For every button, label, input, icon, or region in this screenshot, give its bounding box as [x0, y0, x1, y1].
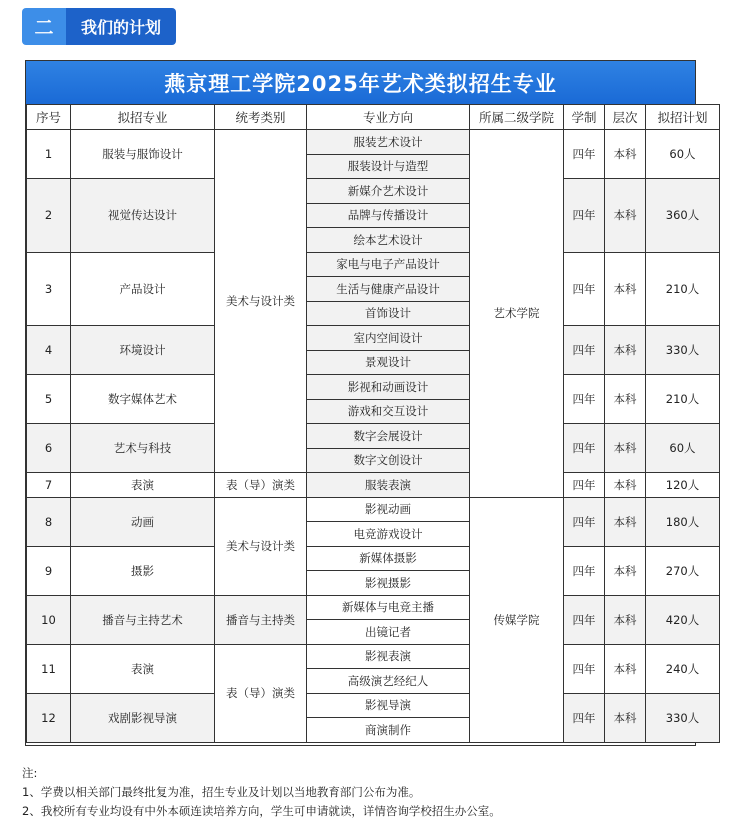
table-row [27, 179, 720, 204]
cell-plan: 210人 [646, 252, 720, 326]
cell-no: 11 [27, 644, 71, 693]
cell-no: 6 [27, 424, 71, 473]
cell-direction: 品牌与传播设计 [307, 203, 470, 228]
cell-plan: 120人 [646, 473, 720, 498]
cell-years: 四年 [564, 497, 605, 546]
cell-direction: 影视表演 [307, 644, 470, 669]
cell-direction: 电竞游戏设计 [307, 522, 470, 547]
cell-no: 8 [27, 497, 71, 546]
cell-major: 视觉传达设计 [71, 179, 215, 253]
cell-years: 四年 [564, 252, 605, 326]
section-title: 我们的计划 [66, 8, 176, 45]
cell-level: 本科 [605, 375, 646, 424]
cell-direction: 新媒介艺术设计 [307, 179, 470, 204]
table-row [27, 595, 720, 620]
cell-no: 12 [27, 693, 71, 742]
cell-direction: 服装艺术设计 [307, 130, 470, 155]
cell-college: 传媒学院 [470, 497, 564, 742]
cell-major: 表演 [71, 644, 215, 693]
cell-direction: 商演制作 [307, 718, 470, 743]
header-no: 序号 [27, 105, 71, 130]
cell-direction: 新媒体与电竞主播 [307, 595, 470, 620]
cell-years: 四年 [564, 326, 605, 375]
cell-level: 本科 [605, 326, 646, 375]
cell-no: 5 [27, 375, 71, 424]
cell-years: 四年 [564, 473, 605, 498]
cell-major: 数字媒体艺术 [71, 375, 215, 424]
table-row [27, 130, 720, 155]
table-row [27, 375, 720, 400]
header-years: 学制 [564, 105, 605, 130]
cell-level: 本科 [605, 497, 646, 546]
cell-plan: 420人 [646, 595, 720, 644]
cell-category: 表（导）演类 [215, 644, 307, 742]
cell-no: 2 [27, 179, 71, 253]
cell-plan: 270人 [646, 546, 720, 595]
note-item: 2、我校所有专业均设有中外本硕连读培养方向，学生可申请就读，详情咨询学校招生办公室。 [22, 804, 501, 818]
cell-years: 四年 [564, 375, 605, 424]
cell-years: 四年 [564, 595, 605, 644]
table-title: 燕京理工学院2025年艺术类拟招生专业 [26, 61, 695, 104]
cell-level: 本科 [605, 130, 646, 179]
cell-plan: 240人 [646, 644, 720, 693]
cell-direction: 影视和动画设计 [307, 375, 470, 400]
cell-no: 9 [27, 546, 71, 595]
cell-college: 艺术学院 [470, 130, 564, 498]
cell-major: 戏剧影视导演 [71, 693, 215, 742]
cell-years: 四年 [564, 424, 605, 473]
cell-direction: 影视导演 [307, 693, 470, 718]
cell-level: 本科 [605, 179, 646, 253]
notes-label: 注: [22, 766, 38, 780]
cell-category: 美术与设计类 [215, 130, 307, 473]
header-category: 统考类别 [215, 105, 307, 130]
table-header-row [27, 105, 720, 130]
cell-major: 艺术与科技 [71, 424, 215, 473]
cell-years: 四年 [564, 130, 605, 179]
cell-plan: 180人 [646, 497, 720, 546]
cell-direction: 游戏和交互设计 [307, 399, 470, 424]
cell-level: 本科 [605, 473, 646, 498]
table-row [27, 497, 720, 522]
cell-direction: 生活与健康产品设计 [307, 277, 470, 302]
cell-category: 美术与设计类 [215, 497, 307, 595]
cell-level: 本科 [605, 644, 646, 693]
cell-level: 本科 [605, 595, 646, 644]
cell-plan: 210人 [646, 375, 720, 424]
table-row [27, 644, 720, 669]
cell-no: 3 [27, 252, 71, 326]
cell-direction: 绘本艺术设计 [307, 228, 470, 253]
cell-major: 摄影 [71, 546, 215, 595]
cell-direction: 影视摄影 [307, 571, 470, 596]
header-level: 层次 [605, 105, 646, 130]
cell-major: 动画 [71, 497, 215, 546]
cell-major: 表演 [71, 473, 215, 498]
header-major: 拟招专业 [71, 105, 215, 130]
cell-years: 四年 [564, 693, 605, 742]
cell-category: 播音与主持类 [215, 595, 307, 644]
cell-direction: 高级演艺经纪人 [307, 669, 470, 694]
cell-years: 四年 [564, 644, 605, 693]
cell-category: 表（导）演类 [215, 473, 307, 498]
enrollment-table [26, 104, 720, 743]
cell-plan: 60人 [646, 424, 720, 473]
cell-no: 4 [27, 326, 71, 375]
cell-major: 产品设计 [71, 252, 215, 326]
cell-direction: 室内空间设计 [307, 326, 470, 351]
enrollment-table-container [25, 60, 708, 746]
cell-no: 10 [27, 595, 71, 644]
cell-major: 播音与主持艺术 [71, 595, 215, 644]
cell-direction: 新媒体摄影 [307, 546, 470, 571]
cell-years: 四年 [564, 179, 605, 253]
cell-direction: 出镜记者 [307, 620, 470, 645]
header-college: 所属二级学院 [470, 105, 564, 130]
table-row [27, 473, 720, 498]
cell-direction: 服装表演 [307, 473, 470, 498]
cell-no: 1 [27, 130, 71, 179]
cell-level: 本科 [605, 424, 646, 473]
cell-no: 7 [27, 473, 71, 498]
cell-level: 本科 [605, 252, 646, 326]
notes [22, 764, 501, 821]
cell-level: 本科 [605, 546, 646, 595]
table-row [27, 424, 720, 449]
note-item: 1、学费以相关部门最终批复为准，招生专业及计划以当地教育部门公布为准。 [22, 785, 421, 799]
cell-major: 服装与服饰设计 [71, 130, 215, 179]
table-row [27, 326, 720, 351]
cell-direction: 数字会展设计 [307, 424, 470, 449]
cell-major: 环境设计 [71, 326, 215, 375]
table-row [27, 693, 720, 718]
cell-direction: 影视动画 [307, 497, 470, 522]
cell-years: 四年 [564, 546, 605, 595]
cell-direction: 数字文创设计 [307, 448, 470, 473]
cell-plan: 330人 [646, 326, 720, 375]
table-row [27, 546, 720, 571]
cell-plan: 330人 [646, 693, 720, 742]
cell-direction: 景观设计 [307, 350, 470, 375]
header-direction: 专业方向 [307, 105, 470, 130]
table-row [27, 252, 720, 277]
cell-level: 本科 [605, 693, 646, 742]
cell-plan: 60人 [646, 130, 720, 179]
header-plan: 拟招计划 [646, 105, 720, 130]
cell-direction: 家电与电子产品设计 [307, 252, 470, 277]
section-heading [22, 8, 176, 45]
cell-plan: 360人 [646, 179, 720, 253]
cell-direction: 首饰设计 [307, 301, 470, 326]
section-number: 二 [22, 8, 66, 45]
cell-direction: 服装设计与造型 [307, 154, 470, 179]
